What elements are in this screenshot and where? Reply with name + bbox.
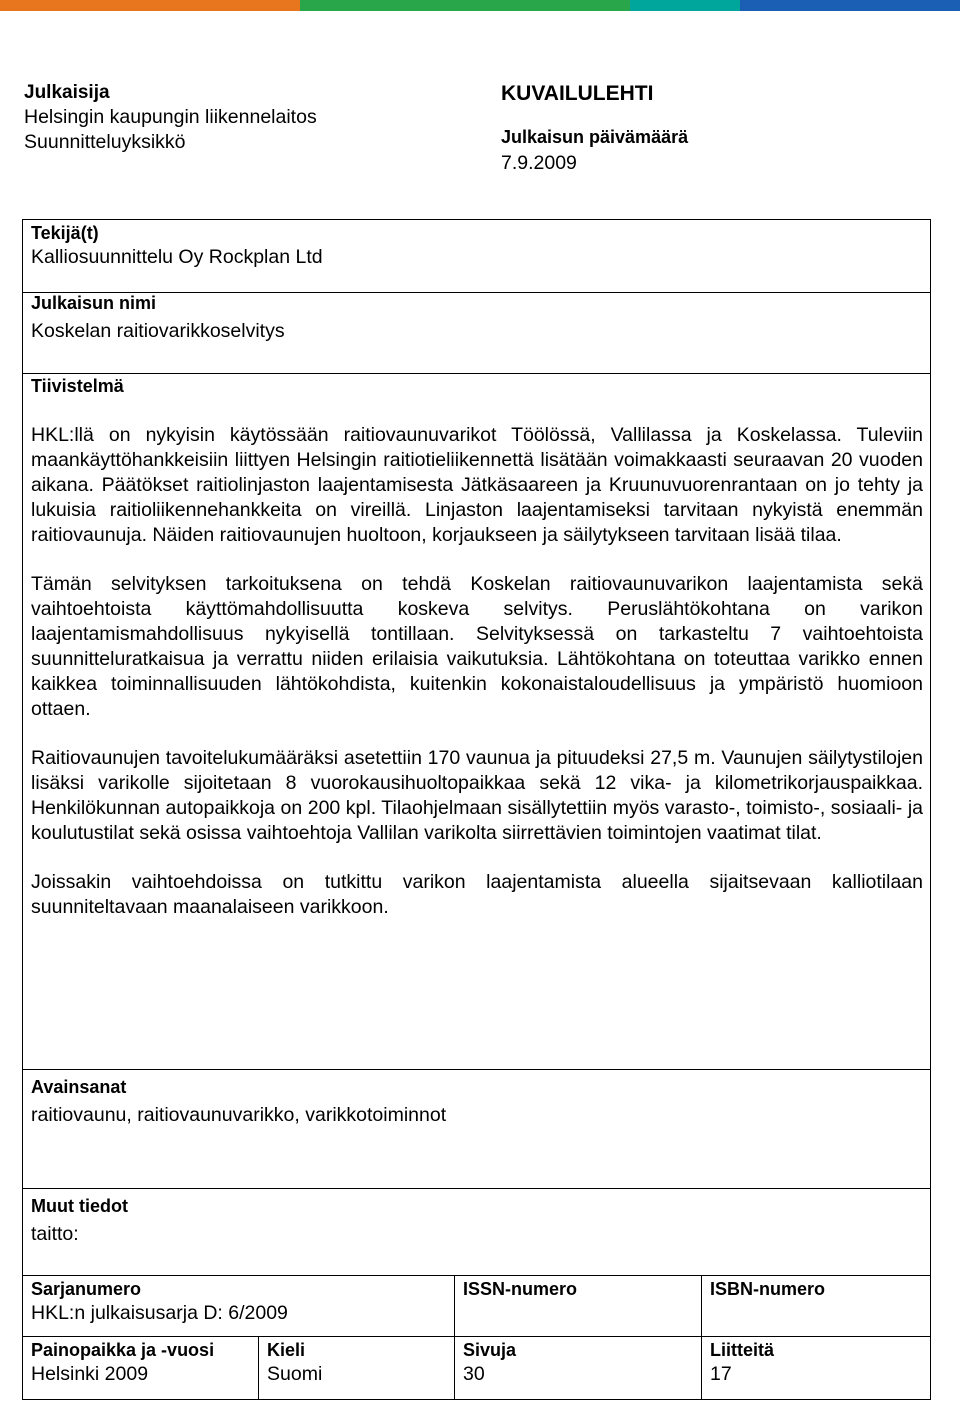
bar-segment-orange [0, 0, 300, 11]
issn-label: ISSN-numero [463, 1279, 578, 1299]
language-value: Suomi [267, 1363, 323, 1385]
isbn-label: ISBN-numero [710, 1279, 826, 1299]
attachments-cell [710, 1332, 774, 1386]
print-value: Helsinki 2009 [31, 1363, 149, 1385]
pages-cell [463, 1332, 516, 1386]
abstract-label: Tiivistelmä [31, 376, 124, 396]
document-title: KUVAILULEHTI [501, 82, 654, 105]
keywords-value: raitiovaunu, raitiovaunuvarikko, varikkotoiminnot [31, 1104, 447, 1126]
other-info-value: taitto: [31, 1223, 79, 1245]
abstract-paragraph: Joissakin vaihtoehdoissa on tutkittu varikon laajentamista alueella sijaitsevaan kalliotilaan suunniteltavaan maanalaiseen varikkoon. [31, 871, 923, 918]
author-cell [31, 219, 323, 269]
publication-date: 7.9.2009 [501, 152, 577, 174]
print-cell [31, 1332, 214, 1386]
publisher-block [24, 80, 317, 155]
abstract-paragraph: Tämän selvityksen tarkoituksena on tehdä Koskelan raitiovaunuvarikon laajentamista sekä vaihtoehtoista käyttömahdollisuutta koskeva selvitys. Peruslähtökohtana on varikon laajentamismahdollisuus nykyisellä tontillaan. Selvityksessä on tarkasteltu 7 vaihtoehtoista suunnitteluratkaisua ja verrattu niiden erilaisia vaikutuksia. Lähtökohtana on toteuttaa varikko ennen kaikkea toiminnallisuuden lähtökohdista, kuitenkin kokonaistaloudellisuus ja ympäristö huomioon ottaen. [31, 573, 923, 720]
pages-value: 30 [463, 1363, 485, 1385]
header-right [501, 80, 688, 175]
publisher-label: Julkaisija [24, 82, 110, 103]
author-label: Tekijä(t) [31, 223, 99, 243]
rule-title [22, 373, 931, 374]
vrule-language [258, 1336, 259, 1400]
keywords-cell [31, 1069, 446, 1127]
isbn-cell [710, 1271, 825, 1302]
bar-segment-green [300, 0, 630, 11]
top-color-bar [0, 0, 960, 11]
pages-label: Sivuja [463, 1340, 517, 1360]
language-label: Kieli [267, 1340, 306, 1360]
issn-cell [463, 1271, 577, 1302]
abstract-body [31, 423, 923, 944]
vrule-isbn [701, 1275, 702, 1400]
series-value: HKL:n julkaisusarja D: 6/2009 [31, 1302, 288, 1324]
rule-keywords [22, 1188, 931, 1189]
other-info-cell [31, 1188, 128, 1246]
attachments-value: 17 [710, 1363, 732, 1385]
publication-name-label: Julkaisun nimi [31, 293, 157, 313]
abstract-label-cell [31, 368, 124, 397]
author-value: Kalliosuunnittelu Oy Rockplan Ltd [31, 246, 323, 268]
vrule-issn [454, 1275, 455, 1400]
series-cell [31, 1271, 288, 1325]
publication-name-cell [31, 285, 285, 343]
publisher-line2: Suunnitteluyksikkö [24, 131, 186, 153]
abstract-paragraph: Raitiovaunujen tavoitelukumääräksi asetettiin 170 vaunua ja pituudeksi 27,5 m. Vaunujen säilytystilojen lisäksi varikolle sijoitetaan 8 vuorokausihuoltopaikkaa sekä 12 vika- ja kilometrikorjauspaikkaa. Henkilökunnan autopaikkoja on 200 kpl. Tilaohjelmaan sisällytettiin myös varasto-, toimisto-, sosiaali- ja koulutustilat sekä osissa vaihtoehtoja Vallilan varikolta siirrettävien toimintojen vaatimat tilat. [31, 747, 923, 844]
print-label: Painopaikka ja -vuosi [31, 1340, 215, 1360]
abstract-paragraph: HKL:llä on nykyisin käytössään raitiovaunuvarikot Töölössä, Vallilassa ja Koskelassa. Tuleviin maankäyttöhankkeisiin liittyen Helsingin raitiotieliikennettä lisätään voimakkaasti seuraavan 20 vuoden aikana. Päätökset raitiolinjaston laajentamisesta Jätkäsaareen ja Kruunuvuorenrantaan on jo tehty ja lukuisia raitioliikennehankkeita on vireillä. Linjaston laajentamiseksi tarvitaan nykyistä enemmän raitiovaunuja. Näiden raitiovaunujen huoltoon, korjaukseen ja säilytykseen tarvitaan lisää tilaa. [31, 424, 923, 546]
other-info-label: Muut tiedot [31, 1196, 128, 1216]
language-cell [267, 1332, 322, 1386]
attachments-label: Liitteitä [710, 1340, 775, 1360]
keywords-label: Avainsanat [31, 1077, 127, 1097]
date-label: Julkaisun päivämäärä [501, 127, 689, 147]
bar-segment-teal [630, 0, 740, 11]
bar-segment-blue [740, 0, 960, 11]
series-label: Sarjanumero [31, 1279, 142, 1299]
publisher-line1: Helsingin kaupungin liikennelaitos [24, 106, 317, 128]
publication-name-value: Koskelan raitiovarikkoselvitys [31, 320, 285, 342]
